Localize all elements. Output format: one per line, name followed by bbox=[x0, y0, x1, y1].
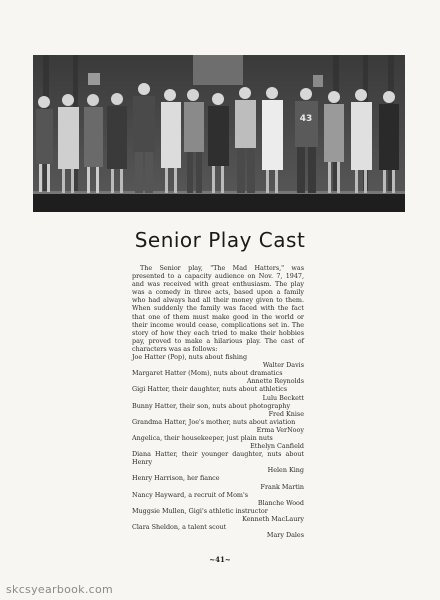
cast-role: Grandma Hatter, Joe's mother, nuts about aviation bbox=[132, 417, 296, 426]
cast-role: Angelica, their housekeeper, just plain nuts bbox=[132, 433, 273, 442]
watermark: skcsyearbook.com bbox=[6, 583, 114, 596]
cast-role: Bunny Hatter, their son, nuts about photography bbox=[132, 401, 291, 410]
intro-paragraph: The Senior play, "The Mad Hatters," was presented to a capacity audience on Nov. 7, 1947, and was received with great enthusiasm. The play was a comedy in three acts, based upon a family who had always had all their money given to them. When suddenly the family was faced with the fact that one of them must make good in the world or their income would cease, complications set in. The story of how they each tried to make their hobbies pay, proved to make a hilarious play. The cast of characters was as follows: bbox=[132, 264, 304, 353]
cast-actor: Lulu Beckett bbox=[262, 393, 304, 402]
cast-entry bbox=[132, 434, 304, 450]
cast-role: Margaret Hatter (Mom), nuts about dramatics bbox=[132, 369, 283, 378]
cast-actor: Fred Knise bbox=[268, 409, 304, 418]
page-number: ~41~ bbox=[209, 555, 231, 564]
cast-entry bbox=[132, 385, 304, 401]
cast-actor: Blanche Wood bbox=[257, 498, 304, 507]
cast-actor: Annette Reynolds bbox=[246, 377, 304, 386]
cast-role: Muggsie Mullen, Gigi's athletic instructor bbox=[132, 506, 268, 515]
cast-list bbox=[132, 353, 304, 539]
cast-actor: Frank Martin bbox=[260, 482, 304, 491]
cast-role: Henry Harrison, her fiance bbox=[132, 474, 220, 483]
cast-actor: Mary Dales bbox=[266, 531, 304, 540]
cast-actor: Helen King bbox=[267, 466, 304, 475]
cast-entry bbox=[132, 369, 304, 385]
cast-role: Diana Hatter, their younger daughter, nuts about Henry bbox=[132, 450, 304, 467]
cast-entry bbox=[132, 507, 304, 523]
cast-entry bbox=[132, 402, 304, 418]
cast-role: Nancy Hayward, a recruit of Mom's bbox=[132, 490, 249, 499]
cast-actor: Walter Davis bbox=[262, 361, 304, 370]
cast-entry bbox=[132, 491, 304, 507]
cast-actor: Erma VerNooy bbox=[256, 425, 304, 434]
cast-actor: Kenneth MacLaury bbox=[242, 514, 304, 523]
cast-actor: Ethelyn Canfield bbox=[250, 442, 304, 451]
cast-entry bbox=[132, 353, 304, 369]
page-title: Senior Play Cast bbox=[134, 228, 306, 252]
cast-role: Joe Hatter (Pop), nuts about fishing bbox=[132, 353, 248, 362]
cast-entry bbox=[132, 523, 304, 539]
cast-entry bbox=[132, 450, 304, 474]
article-body bbox=[132, 264, 304, 539]
jersey-number: 43 bbox=[299, 114, 313, 124]
cast-entry bbox=[132, 474, 304, 490]
cast-photo bbox=[33, 55, 405, 212]
cast-role: Clara Sheldon, a talent scout bbox=[132, 523, 227, 531]
cast-role: Gigi Hatter, their daughter, nuts about athletics bbox=[132, 385, 287, 394]
cast-photo-image bbox=[33, 55, 405, 212]
cast-entry bbox=[132, 418, 304, 434]
